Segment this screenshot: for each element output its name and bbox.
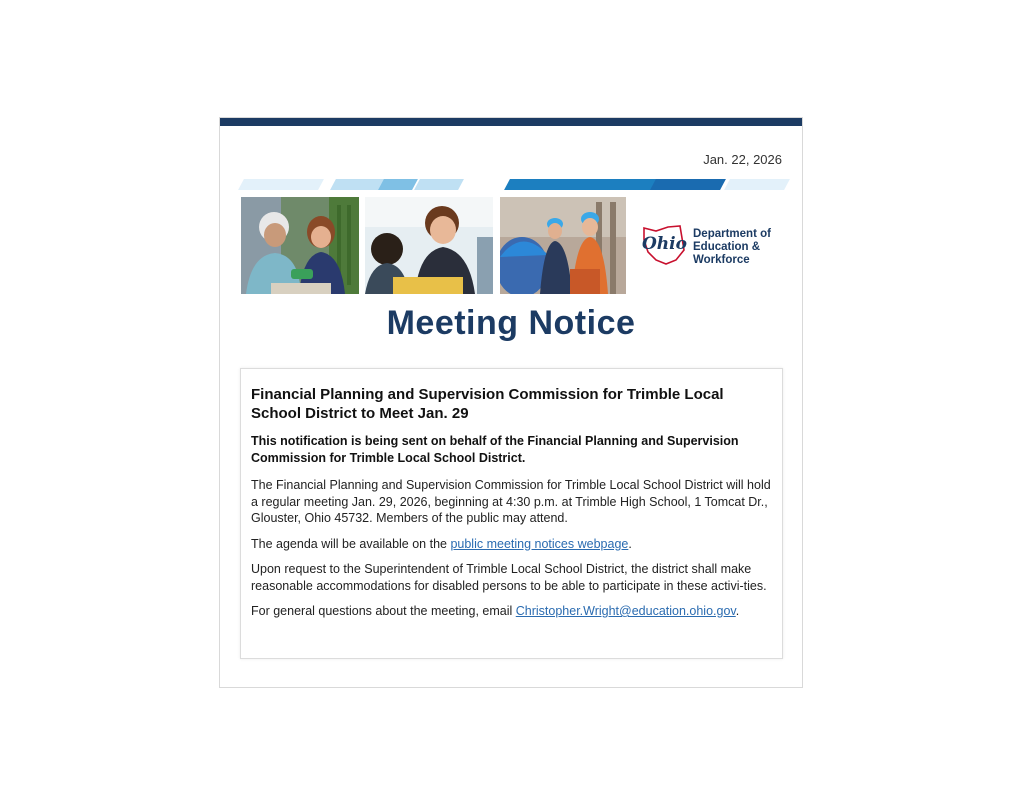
decorative-stripes [241,179,783,190]
logo-agency-name [693,228,771,267]
page-title: Meeting Notice [386,304,636,342]
contact-email-link[interactable]: Christopher.Wright@education.ohio.gov [515,604,736,618]
email-card [219,117,803,688]
logo-line-1: Department of [693,228,771,240]
agenda-paragraph [251,536,772,553]
ohio-state-outline-icon [638,222,690,266]
notice-date: Jan. 22, 2026 [703,152,782,167]
photo-woman-and-child [241,197,359,294]
contact-suffix-text: . [735,604,740,618]
photo-workers-hard-hats [500,197,626,294]
public-meeting-notices-link[interactable]: public meeting notices webpage [450,536,629,551]
top-accent-bar [220,118,802,126]
photo-student-at-desk [365,197,493,294]
ohio-wordmark: Ohio [642,234,687,254]
accommodations-paragraph: Upon request to the Superintendent of Trimble Local School District, the district shall make reasonable accommodations for disabled persons to be able to participate in these activi-ties. [251,562,767,593]
meeting-details-paragraph: The Financial Planning and Supervision Commission for Trimble Local School District will hold a regular meeting Jan. 29, 2026, beginning at 4:30 p.m. at Trimble High School, 1 Tomcat Dr., Glouster, Ohio 45732. Members of the public may attend. [251,478,771,525]
ohio-dew-logo [638,222,788,272]
agenda-suffix-text: . [628,536,632,551]
contact-prefix-text: For general questions about the meeting, email [251,604,516,618]
logo-line-3: Workforce [693,254,750,266]
agenda-prefix-text: The agenda will be available on the [251,536,451,551]
contact-paragraph [251,603,772,620]
notice-headline: Financial Planning and Supervision Commission for Trimble Local School District to Meet Jan. 29 [251,386,724,422]
notice-bold-note: This notification is being sent on behalf of the Financial Planning and Supervision Commission for Trimble Local School District. [251,434,739,465]
logo-line-2: Education & [693,241,761,253]
notice-content-box [240,368,783,659]
